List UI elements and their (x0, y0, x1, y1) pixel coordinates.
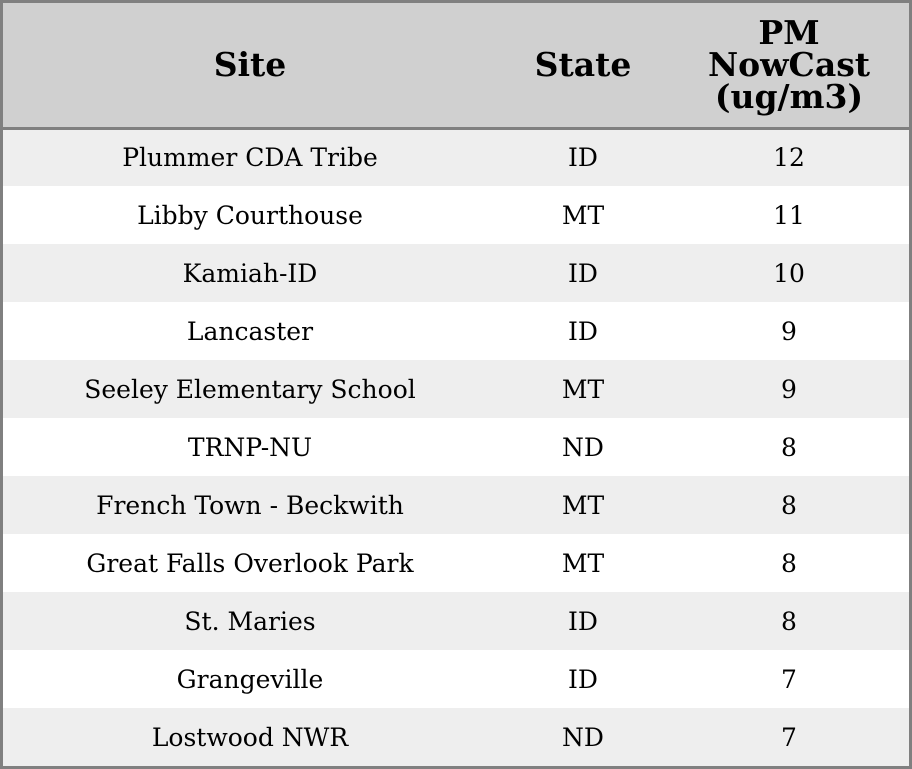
site-cell: Libby Courthouse (137, 200, 363, 230)
table-row (3, 186, 909, 244)
table-row (3, 244, 909, 302)
pm-nowcast-cell: 7 (781, 664, 797, 694)
table-row (3, 128, 909, 186)
pm-nowcast-table (3, 3, 909, 766)
pm-nowcast-cell: 7 (781, 722, 797, 752)
table-row (3, 708, 909, 766)
column-header-pm-nowcast (669, 3, 909, 128)
state-cell: MT (561, 548, 605, 578)
pm-nowcast-cell: 8 (781, 548, 797, 578)
state-cell: ND (562, 432, 604, 462)
pm-nowcast-cell: 11 (773, 200, 805, 230)
site-cell: Plummer CDA Tribe (122, 143, 378, 173)
table-row (3, 650, 909, 708)
site-cell: TRNP-NU (187, 432, 313, 462)
pm-nowcast-cell: 8 (781, 490, 797, 520)
state-cell: ID (568, 606, 598, 636)
table-header (3, 3, 909, 128)
state-cell: ID (568, 143, 598, 173)
state-cell: ID (568, 664, 598, 694)
pm-nowcast-cell: 8 (781, 606, 797, 636)
site-cell: Great Falls Overlook Park (86, 548, 414, 578)
table-row (3, 534, 909, 592)
table-row (3, 360, 909, 418)
site-cell: Seeley Elementary School (84, 374, 416, 404)
pm-nowcast-cell: 8 (781, 432, 797, 462)
pm-nowcast-cell: 12 (773, 143, 805, 173)
state-cell: ID (568, 258, 598, 288)
state-cell: MT (561, 490, 605, 520)
state-cell: MT (561, 374, 605, 404)
pm-nowcast-cell: 9 (781, 374, 797, 404)
site-cell: Lostwood NWR (151, 722, 349, 752)
table-row (3, 418, 909, 476)
site-cell: St. Maries (184, 606, 316, 636)
column-header-pm-line-2: NowCast (707, 44, 871, 84)
table-row (3, 476, 909, 534)
state-cell: ND (562, 722, 604, 752)
site-cell: Grangeville (176, 664, 324, 694)
pm-nowcast-cell: 10 (773, 258, 805, 288)
state-cell: MT (561, 200, 605, 230)
site-cell: French Town - Beckwith (96, 490, 404, 520)
state-cell: ID (568, 316, 598, 346)
pm-nowcast-cell: 9 (781, 316, 797, 346)
column-header-site: Site (3, 3, 497, 128)
column-header-state: State (497, 3, 669, 128)
site-cell: Kamiah-ID (182, 258, 318, 288)
site-cell: Lancaster (186, 316, 314, 346)
column-header-pm-line-1: PM (758, 12, 820, 52)
table-body (3, 128, 909, 766)
table-row (3, 302, 909, 360)
table-row (3, 592, 909, 650)
column-header-pm-line-3: (ug/m3) (714, 76, 864, 116)
header-row (3, 3, 909, 128)
